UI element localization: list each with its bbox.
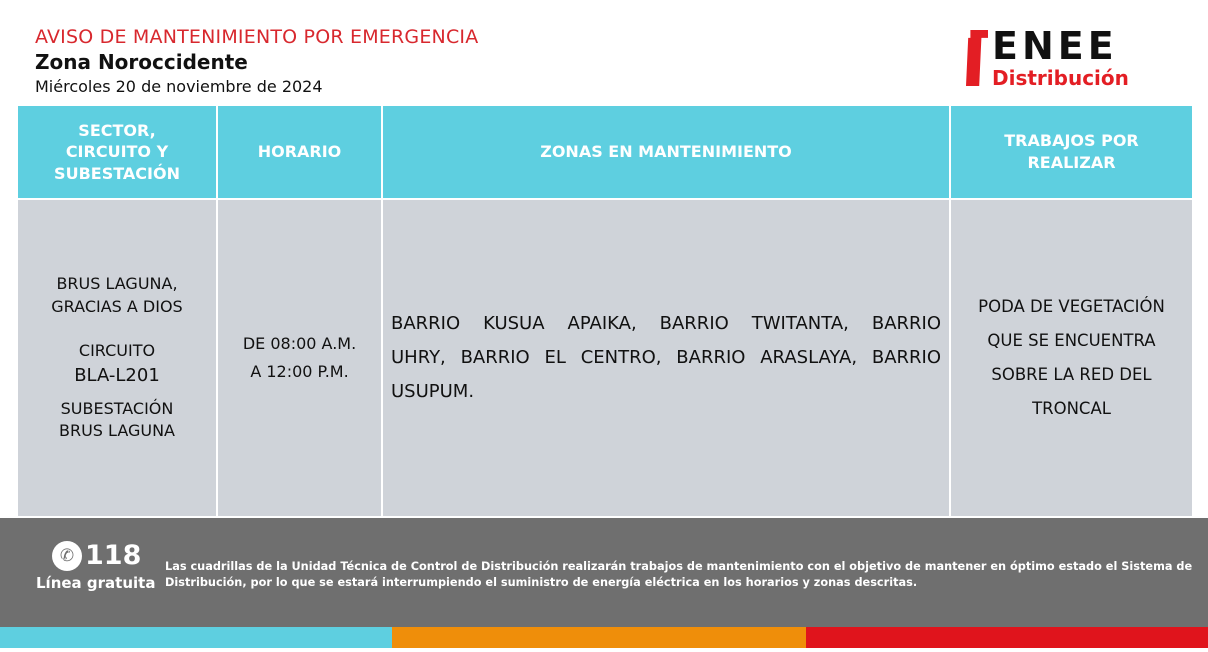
logo-tower-icon [966,30,988,86]
phone-line [52,540,141,571]
footer-message: Las cuadrillas de la Unidad Técnica de Control de Distribución realizarán trabajos de mantenimiento con el objetivo de mantener en óptimo estado el Sistema de Distribución, por lo que se estará interrumpiendo el suministro de energía eléctrica en los horarios y zonas descritas. [165,560,1193,590]
footer [0,518,1208,627]
phone-label: Línea gratuita [36,574,156,592]
stripe-cyan [0,627,392,648]
notice-title: AVISO DE MANTENIMIENTO POR EMERGENCIA [35,26,479,48]
phone-icon: ✆ [52,541,82,571]
cell-horario [217,199,382,517]
cell-sector [18,199,217,517]
subestacion: BRUS LAGUNA [58,421,175,441]
logo-brand: ENEE [992,24,1118,68]
table-row [18,199,1192,517]
horario-end: A 12:00 P.M. [250,362,349,381]
phone-number: 118 [85,540,142,571]
zone-name: Zona Noroccidente [35,50,248,74]
header-sector: SECTOR, CIRCUITO Y SUBESTACIÓN [18,106,217,199]
stripe-orange [392,627,806,648]
maintenance-table [18,106,1192,518]
table-header-row [18,106,1192,199]
notice-date: Miércoles 20 de noviembre de 2024 [35,77,323,96]
circuito: BLA-L201 [74,364,160,386]
cell-trabajos: PODA DE VEGETACIÓN QUE SE ENCUENTRA SOBRE LA RED DEL TRONCAL [950,199,1192,517]
cell-zonas: BARRIO KUSUA APAIKA, BARRIO TWITANTA, BARRIO UHRY, BARRIO EL CENTRO, BARRIO ARASLAYA, BARRIO USUPUM. [382,199,950,517]
stripe-red [806,627,1208,648]
sector: BRUS LAGUNA, GRACIAS A DIOS [51,274,183,316]
circuito-label: CIRCUITO [78,341,156,361]
header-horario: HORARIO [217,106,382,199]
subestacion-label: SUBESTACIÓN [60,398,174,418]
enee-logo [966,24,1156,90]
header-zonas: ZONAS EN MANTENIMIENTO [382,106,950,199]
header-trabajos: TRABAJOS POR REALIZAR [950,106,1192,199]
horario-start: DE 08:00 A.M. [242,333,357,353]
logo-subtitle: Distribución [992,66,1129,90]
